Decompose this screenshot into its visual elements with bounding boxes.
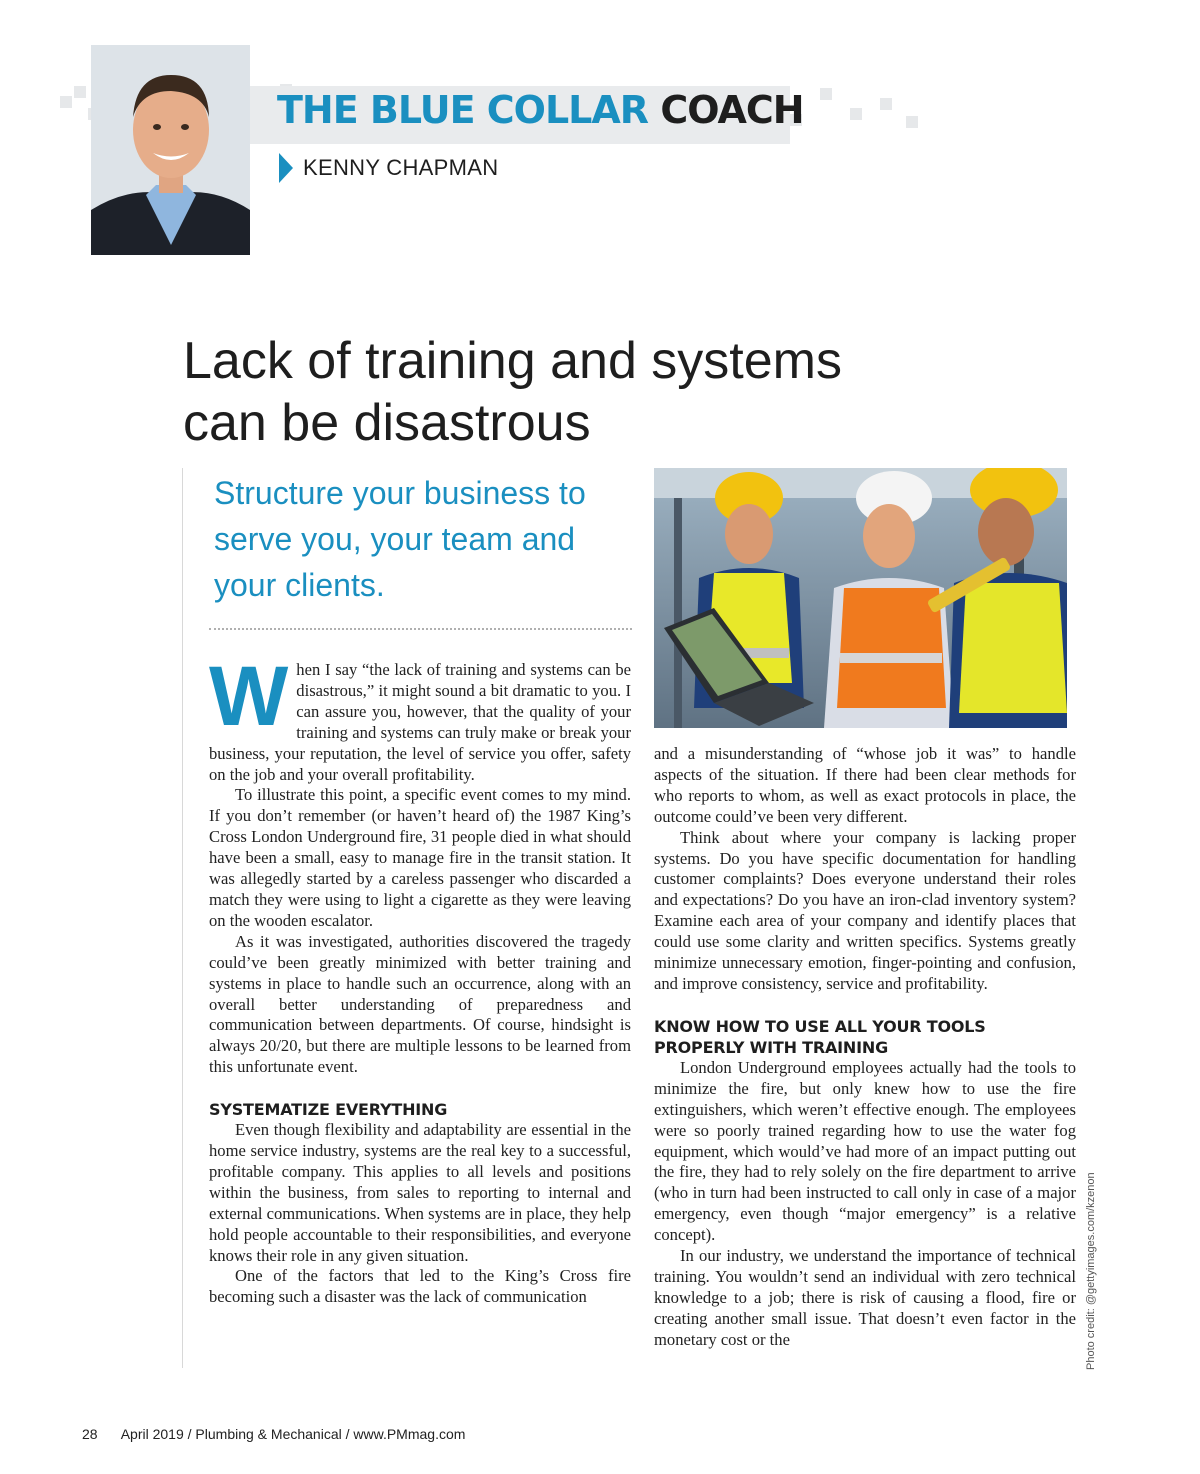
drop-cap: W: [209, 649, 289, 743]
text-column-1: [209, 649, 631, 1308]
workers-photo: [654, 468, 1067, 728]
column-title-dark: COACH: [660, 88, 804, 132]
pixel-square: [906, 116, 918, 128]
author-name: KENNY CHAPMAN: [303, 155, 499, 180]
article-title: [183, 330, 1083, 454]
publication-info: / Plumbing & Mechanical / www.PMmag.com: [187, 1426, 466, 1442]
subhead-systematize: SYSTEMATIZE EVERYTHING: [209, 1100, 448, 1120]
article-deck: Structure your business to serve you, your team and your clients.: [214, 475, 586, 603]
issue-date: April 2019: [120, 1426, 184, 1442]
paragraph-3: As it was investigated, authorities discovered the tragedy could’ve been greatly minimized with better training and systems in place to handle such an occurrence, along with an overall better understanding of preparedness and communication between departments. Of course, hindsight is always 20/20, but there are multiple lessons to be learned from this unfortunate event.: [209, 931, 631, 1077]
subhead-tools-line-1: KNOW HOW TO USE ALL YOUR TOOLS: [654, 1016, 986, 1036]
paragraph-1-text: hen I say “the lack of training and systems can be disastrous,” it might sound a bit dramatic to you. I can assure you, however, that the quality of your training and systems can truly make or break your business, your reputation, the level of service you offer, safety on the job and your overall profitability.: [209, 660, 631, 784]
column-title: [277, 88, 804, 132]
subhead-tools: [654, 1016, 1076, 1058]
play-arrow-icon: [279, 153, 293, 183]
article-title-line-2: can be disastrous: [183, 394, 591, 452]
dotted-divider: [209, 628, 632, 630]
pixel-square: [850, 108, 862, 120]
paragraph-8: London Underground employees actually had the tools to minimize the fire, but only knew how to use the fire extinguishers, which weren’t effective enough. The employees were so poorly trained regarding how to use the water fog equipment, which would’ve had more of an impact putting out the fire, they had to rely solely on the fire department to arrive (who in turn had been instructed to call only in case of a major emergency, even though “major emergency” is a relative concept).: [654, 1057, 1076, 1245]
page-number: 28: [82, 1426, 98, 1442]
subhead-tools-line-2: PROPERLY WITH TRAINING: [654, 1037, 888, 1057]
pixel-square: [74, 86, 86, 98]
article-title-line-1: Lack of training and systems: [183, 332, 842, 390]
paragraph-5: One of the factors that led to the King’s Cross fire becoming such a disaster was the lack of communication: [209, 1266, 631, 1307]
author-byline: [279, 152, 498, 184]
page-footer: [82, 1426, 465, 1442]
paragraph-6: and a misunderstanding of “whose job it was” to handle aspects of the situation. If there had been clear methods for who reports to whom, as well as exact protocols in place, the outcome could’ve been very different.: [654, 744, 1076, 826]
pixel-square: [60, 96, 72, 108]
paragraph-9: In our industry, we understand the importance of technical training. You wouldn’t send an individual with zero technical knowledge to a job; there is risk of causing a flood, fire or creating another small issue. That doesn’t even factor in the monetary cost or the: [654, 1246, 1076, 1349]
pixel-square: [880, 98, 892, 110]
pixel-square: [820, 88, 832, 100]
author-portrait: [91, 45, 250, 255]
paragraph-2: To illustrate this point, a specific event comes to my mind. If you don’t remember (or haven’t heard of) the 1987 King’s Cross London Underground fire, 31 people died in what should have been a small, easy to manage fire in the transit station. It was allegedly started by a careless passenger who discarded a match they were using to light a cigarette as they were leaving on the wooden escalator.: [209, 785, 631, 930]
paragraph-1: [209, 649, 631, 785]
column-title-blue: THE BLUE COLLAR: [277, 88, 649, 132]
column-divider: [182, 468, 183, 1368]
paragraph-7: Think about where your company is lacking proper systems. Do you have specific documentation for handling customer complaints? Does everyone understand their roles and expectations? Do you have an iron-clad inventory system? Examine each area of your company and identify places that could use some clarity and written specifics. Systems greatly minimize unnecessary emotion, finger-pointing and confusion, and improve consistency, service and profitability.: [654, 827, 1076, 993]
photo-credit: Photo credit: @gettyimages.com/kzenon: [1085, 1172, 1097, 1370]
paragraph-4: Even though flexibility and adaptability are essential in the home service industry, systems are the real key to a successful, profitable company. This applies to all levels and positions within the business, from sales to reporting to internal and external communications. When systems are in place, they help hold people accountable to their responsibilities, and everyone knows their role in any given situation.: [209, 1120, 631, 1265]
text-column-2: [654, 744, 1076, 1351]
